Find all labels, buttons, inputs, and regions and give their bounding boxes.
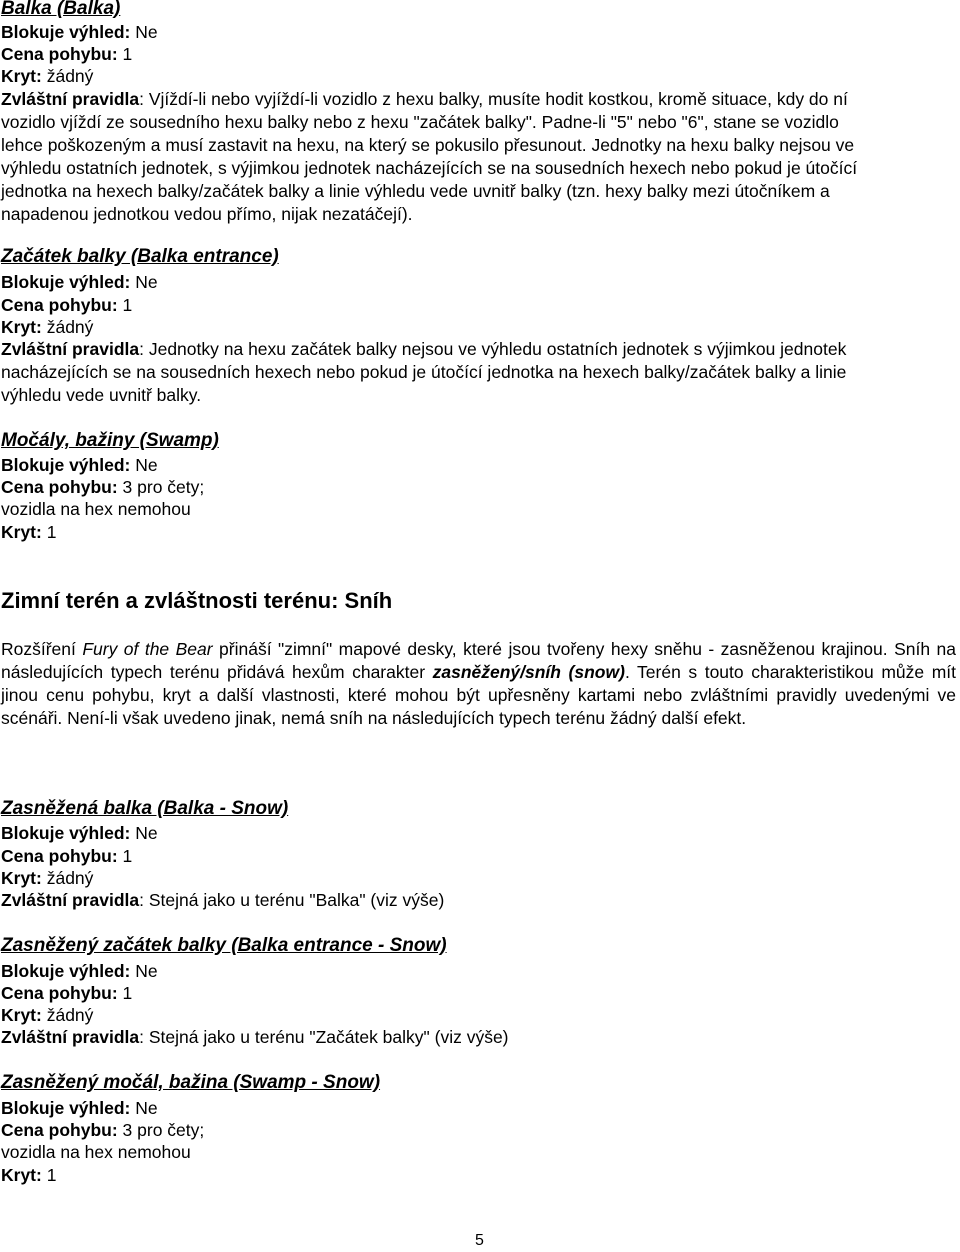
section-title-swamp: Močály, bažiny (Swamp) [1, 430, 219, 451]
value-cover: žádný [41, 317, 94, 337]
balka-rules-line-4: výhledu ostatních jednotek, s výjimkou jednotek nacházejících se na sousedních hexech nebo pokud je útočící [1, 158, 858, 178]
rules-text: : Vjíždí-li nebo vyjíždí-li vozidlo z hexu balky, musíte hodit kostkou, kromě situace, kdy do ní [139, 89, 848, 109]
label-blocks: Blokuje výhled: [1, 961, 131, 981]
value-blocks: Ne [130, 22, 158, 42]
swamp-snow-cover-line [1, 1164, 56, 1186]
label-cost: Cena pohybu: [1, 44, 118, 64]
winter-heading: Zimní terén a zvláštnosti terénu: Sníh [1, 588, 393, 613]
value-cover: 1 [41, 1165, 57, 1185]
winter-text-b: přináší "zimní" mapové desky, které jsou tvořeny hexy sněhu - zasněženou krajinou. Sníh na následujících typech terénu přidává hexům charakter [1, 639, 956, 682]
swamp-snow-cost-line-2: vozidla na hex nemohou [1, 1142, 191, 1162]
swamp-cover-line [1, 521, 56, 543]
label-rules: Zvláštní pravidla [1, 1027, 140, 1047]
label-cover: Kryt: [1, 522, 42, 542]
swamp-snow-blocks-line [1, 1097, 158, 1119]
entrance-cost-line [1, 294, 132, 316]
section-title-balka: Balka (Balka) [1, 0, 121, 19]
label-cover: Kryt: [1, 317, 42, 337]
entrance-rules-line-1 [1, 338, 846, 360]
balka-rules-line-6: napadenou jednotkou vedou přímo, nijak nezatáčejí). [1, 204, 413, 224]
value-blocks: Ne [130, 455, 158, 475]
label-cover: Kryt: [1, 868, 42, 888]
balka-snow-cover-line [1, 867, 93, 889]
winter-expansion-name: Fury of the Bear [82, 639, 213, 659]
value-cover: 1 [41, 522, 57, 542]
label-rules: Zvláštní pravidla [1, 89, 140, 109]
label-cost: Cena pohybu: [1, 295, 118, 315]
balka-snow-rules-line [1, 889, 444, 911]
label-blocks: Blokuje výhled: [1, 823, 131, 843]
balka-snow-blocks-line [1, 822, 158, 844]
winter-paragraph [1, 638, 956, 730]
section-title-balka-snow: Zasněžená balka (Balka - Snow) [1, 798, 289, 819]
swamp-blocks-line [1, 454, 158, 476]
balka-rules-line-1 [1, 88, 848, 110]
value-cover: žádný [41, 66, 94, 86]
entrance-rules-line-3: výhledu vede uvnitř balky. [1, 385, 202, 405]
label-blocks: Blokuje výhled: [1, 1098, 131, 1118]
balka-cost-line [1, 43, 132, 65]
value-blocks: Ne [130, 961, 158, 981]
balka-rules-line-3: lehce poškozeným a musí zastavit na hexu, na který se pokusilo přesunout. Jednotky na hexu balky nejsou ve [1, 135, 855, 155]
rules-text: : Stejná jako u terénu "Balka" (viz výše) [139, 890, 445, 910]
value-cover: žádný [41, 868, 94, 888]
value-cost: 1 [117, 44, 133, 64]
swamp-cost-line [1, 476, 204, 498]
label-cover: Kryt: [1, 1165, 42, 1185]
value-cost: 1 [117, 983, 133, 1003]
value-cost: 1 [117, 846, 133, 866]
label-cost: Cena pohybu: [1, 477, 118, 497]
winter-snow-term: zasněžený/sníh (snow) [432, 662, 625, 682]
swamp-snow-cost-line [1, 1119, 204, 1141]
label-blocks: Blokuje výhled: [1, 455, 131, 475]
entrance-snow-cover-line [1, 1004, 93, 1026]
winter-text-a: Rozšíření [1, 639, 83, 659]
section-title-swamp-snow: Zasněžený močál, bažina (Swamp - Snow) [1, 1072, 381, 1093]
section-title-balka-entrance: Začátek balky (Balka entrance) [1, 246, 279, 267]
balka-rules-line-5: jednotka na hexech balky/začátek balky a linie výhledu vede uvnitř balky (tzn. hexy balky mezi útočníkem a [1, 181, 830, 201]
entrance-snow-blocks-line [1, 960, 158, 982]
label-rules: Zvláštní pravidla [1, 339, 140, 359]
label-cost: Cena pohybu: [1, 1120, 118, 1140]
label-cost: Cena pohybu: [1, 846, 118, 866]
value-cover: žádný [41, 1005, 94, 1025]
rules-text: : Jednotky na hexu začátek balky nejsou ve výhledu ostatních jednotek s výjimkou jednotek [139, 339, 847, 359]
entrance-snow-cost-line [1, 982, 132, 1004]
entrance-rules-line-2: nacházejících se na sousedních hexech nebo pokud je útočící jednotka na hexech balky/začátek balky a linie [1, 362, 847, 382]
balka-snow-cost-line [1, 845, 132, 867]
section-title-balka-entrance-snow: Zasněžený začátek balky (Balka entrance - Snow) [1, 935, 447, 956]
balka-rules-line-2: vozidlo vjíždí ze sousedního hexu balky nebo z hexu "začátek balky". Padne-li "5" nebo "6", stane se vozidlo [1, 112, 839, 132]
label-cost: Cena pohybu: [1, 983, 118, 1003]
label-cover: Kryt: [1, 66, 42, 86]
value-cost: 3 pro čety; [117, 477, 205, 497]
value-blocks: Ne [130, 823, 158, 843]
winter-text-c: . Terén s touto charakteristikou může mít jinou cenu pohybu, kryt a další vlastnosti, které mohou být upřesněny kartami nebo zvláštními pravidly uvedenými ve scénáři. Není-li však uvedeno jinak, nemá sníh na následujících typech terénu žádný další efekt. [1, 662, 956, 728]
balka-cover-line [1, 65, 93, 87]
rules-text: : Stejná jako u terénu "Začátek balky" (viz výše) [139, 1027, 509, 1047]
swamp-cost-line-2: vozidla na hex nemohou [1, 499, 191, 519]
label-rules: Zvláštní pravidla [1, 890, 140, 910]
entrance-blocks-line [1, 271, 158, 293]
label-cover: Kryt: [1, 1005, 42, 1025]
page-number: 5 [475, 1232, 484, 1249]
value-cost: 3 pro čety; [117, 1120, 205, 1140]
value-cost: 1 [117, 295, 133, 315]
balka-blocks-line [1, 21, 158, 43]
value-blocks: Ne [130, 272, 158, 292]
label-blocks: Blokuje výhled: [1, 22, 131, 42]
entrance-snow-rules-line [1, 1026, 509, 1048]
value-blocks: Ne [130, 1098, 158, 1118]
label-blocks: Blokuje výhled: [1, 272, 131, 292]
entrance-cover-line [1, 316, 93, 338]
